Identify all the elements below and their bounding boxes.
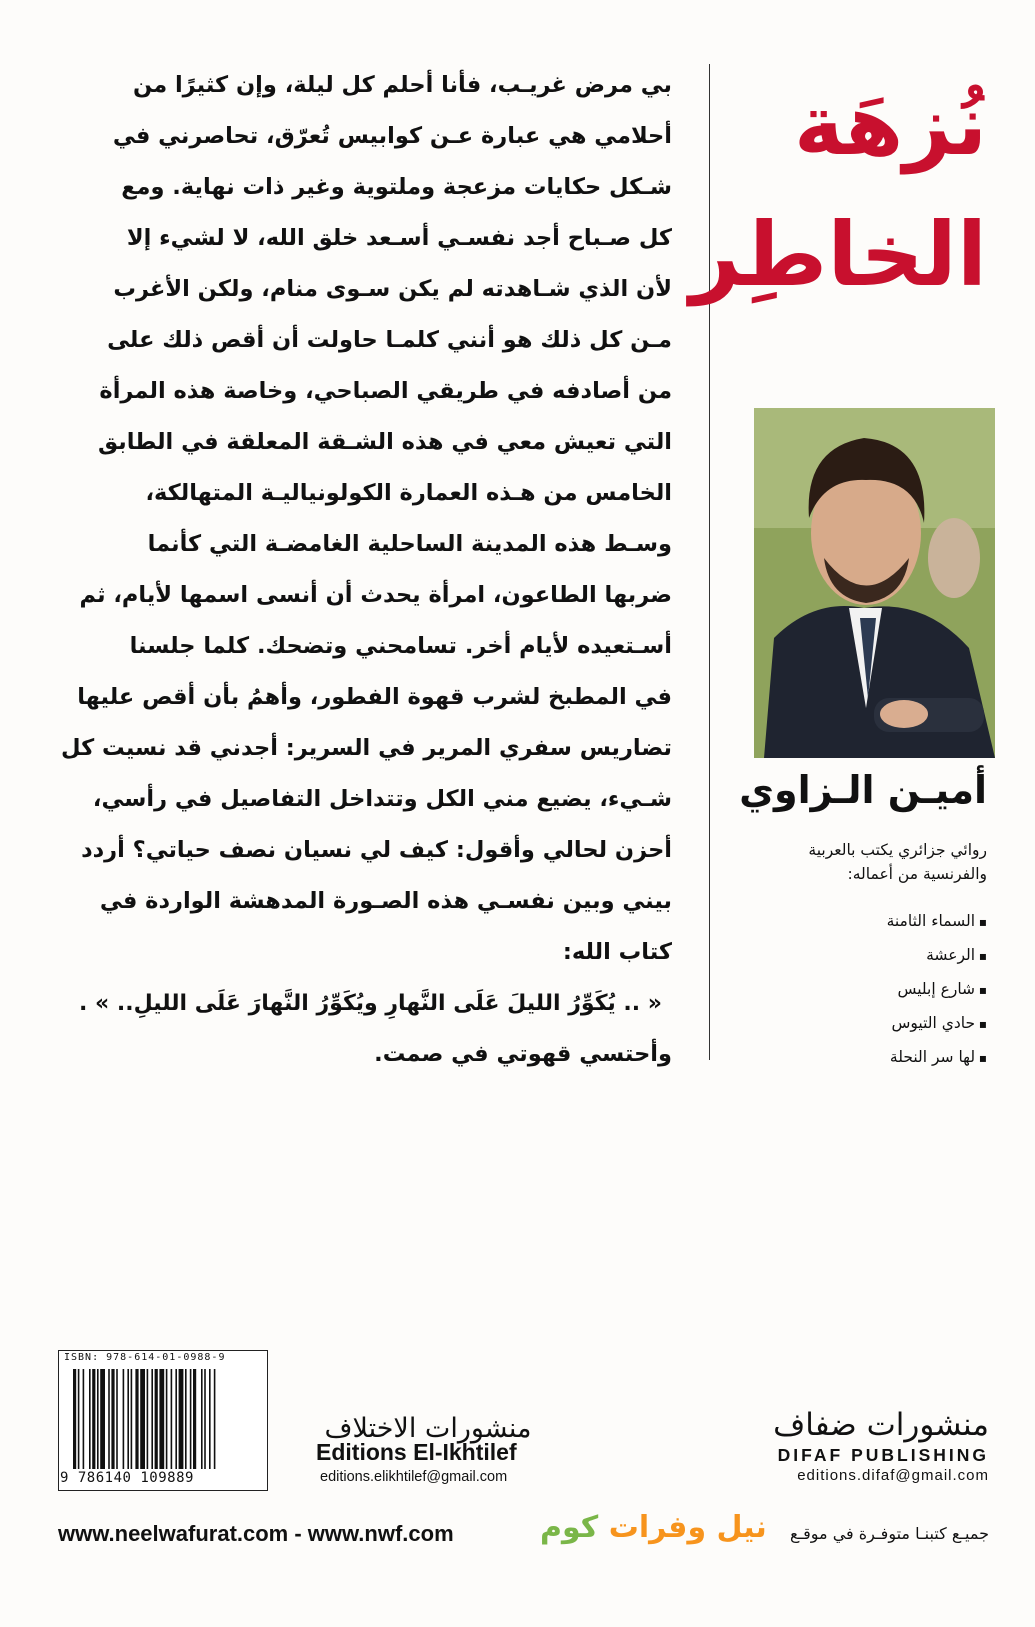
barcode-bar bbox=[201, 1369, 203, 1469]
neelwafurat-logo bbox=[540, 1510, 767, 1545]
excerpt-text bbox=[58, 60, 672, 1080]
author-bio-line: روائي جزائري يكتب بالعربية bbox=[808, 841, 987, 859]
barcode-bar bbox=[159, 1369, 164, 1469]
excerpt-line: في المطبخ لشرب قهوة الفطور، وأهمُ بأن أقص عليها bbox=[77, 684, 672, 710]
works-list-item: ▪ حادي التيوس bbox=[727, 1006, 987, 1040]
barcode-bar bbox=[190, 1369, 192, 1469]
barcode-bar bbox=[135, 1369, 138, 1469]
excerpt-line: وسـط هذه المدينة الساحلية الغامضـة التي كأنما bbox=[147, 531, 672, 557]
author-photo-illustration bbox=[754, 408, 995, 758]
barcode-bar bbox=[123, 1369, 125, 1469]
excerpt-line: كتاب الله: bbox=[562, 939, 672, 965]
difaf-logo-latin: DIFAF PUBLISHING bbox=[777, 1445, 989, 1465]
works-list-item: ▪ الرعشة bbox=[727, 938, 987, 972]
barcode-bar bbox=[193, 1369, 196, 1469]
barcode-bar bbox=[116, 1369, 118, 1469]
excerpt-line: أحلامي هي عبارة عـن كوابيس تُعرّق، تحاصرني في bbox=[112, 123, 672, 149]
excerpt-line: « .. يُكَوِّرُ الليلَ عَلَى النَّهارِ ويُكَوِّرُ النَّهارَ عَلَى الليلِ.. » . bbox=[79, 991, 662, 1016]
barcode-bar bbox=[140, 1369, 145, 1469]
barcode-bar bbox=[92, 1369, 95, 1469]
book-title-line2: الخاطِر bbox=[689, 203, 987, 306]
barcode-bar bbox=[155, 1369, 158, 1469]
excerpt-line: بي مرض غريـب، فأنا أحلم كل ليلة، وإن كثيرًا من bbox=[132, 72, 672, 98]
excerpt-line: وأحتسي قهوتي في صمت. bbox=[374, 1041, 672, 1067]
barcode-bar bbox=[209, 1369, 211, 1469]
isbn-label: ISBN: 978-614-01-0988-9 bbox=[64, 1352, 226, 1363]
author-bio-line: والفرنسية من أعماله: bbox=[847, 865, 987, 883]
barcode-bar bbox=[147, 1369, 149, 1469]
barcode-bar bbox=[97, 1369, 99, 1469]
excerpt-line: مـن كل ذلك هو أنني كلمـا حاولت أن أقص ذلك على bbox=[107, 327, 672, 353]
barcode-bar bbox=[108, 1369, 110, 1469]
ikhtilef-email: editions.elikhtilef@gmail.com bbox=[320, 1469, 508, 1485]
neelwafurat-logo-part1: نيل وفرات bbox=[608, 1510, 767, 1545]
works-list bbox=[727, 904, 987, 1074]
ikhtilef-logo-arabic: منشورات الاختلاف bbox=[324, 1413, 532, 1444]
author-bio bbox=[727, 838, 987, 886]
barcode-bar bbox=[214, 1369, 216, 1469]
barcode-bar bbox=[100, 1369, 105, 1469]
barcode-bar bbox=[127, 1369, 129, 1469]
barcode-bar bbox=[185, 1369, 187, 1469]
works-list-item: ▪ شارع إبليس bbox=[727, 972, 987, 1006]
excerpt-line: أحزن لحالي وأقول: كيف لي نسيان نصف حياتي؟ أردد bbox=[81, 837, 672, 863]
barcode-bar bbox=[131, 1369, 133, 1469]
neelwafurat-logo-part2: كوم bbox=[540, 1510, 599, 1545]
excerpt-line: كل صـباح أجد نفسـي أسـعد خلق الله، لا لشيء إلا bbox=[126, 225, 672, 251]
excerpt-line: شـيء، يضيع مني الكل وتتداخل التفاصيل في رأسي، bbox=[92, 786, 672, 812]
difaf-logo-arabic: منشورات ضفاف bbox=[773, 1407, 989, 1443]
footer-urls[interactable]: www.neelwafurat.com - www.nwf.com bbox=[58, 1521, 454, 1546]
author-photo bbox=[754, 408, 995, 758]
excerpt-line: الخامس من هـذه العمارة الكولونياليـة المتهالكة، bbox=[145, 480, 672, 506]
barcode-bar bbox=[151, 1369, 153, 1469]
excerpt-line: تضاريس سفري المرير في السرير: أجدني قد نسيت كل bbox=[61, 735, 672, 761]
excerpt-line: من أصادفه في طريقي الصباحي، وخاصة هذه المرأة bbox=[99, 378, 672, 404]
author-name: أميـن الـزاوي bbox=[739, 768, 987, 812]
barcode-bar bbox=[73, 1369, 76, 1469]
barcode-bar bbox=[171, 1369, 173, 1469]
barcode-bar bbox=[111, 1369, 114, 1469]
barcode-bar bbox=[166, 1369, 168, 1469]
ikhtilef-logo-latin: Editions El-Ikhtilef bbox=[316, 1439, 517, 1465]
works-list-item: ▪ السماء الثامنة bbox=[727, 904, 987, 938]
barcode-bar bbox=[78, 1369, 80, 1469]
excerpt-line: أسـتعيده لأيام أخر. تسامحني وتضحك. كلما جلسنا bbox=[129, 633, 672, 659]
barcode-bar bbox=[175, 1369, 177, 1469]
excerpt-line: التي تعيش معي في هذه الشـقة المعلقة في الطابق bbox=[98, 429, 672, 455]
book-title-line1: نُزهَة bbox=[794, 76, 987, 174]
barcode-bar bbox=[204, 1369, 206, 1469]
barcode-bar bbox=[83, 1369, 85, 1469]
excerpt-line: شـكل حكايات مزعجة وملتوية وغير ذات نهاية. ومع bbox=[121, 174, 672, 200]
isbn-digits: 9 786140 109889 bbox=[60, 1470, 194, 1486]
barcode-bar bbox=[179, 1369, 184, 1469]
excerpt-line: ضربها الطاعون، امرأة يحدث أن أنسى اسمها لأيام، ثم bbox=[79, 582, 672, 608]
difaf-email: editions.difaf@gmail.com bbox=[797, 1467, 989, 1484]
excerpt-line: لأن الذي شـاهدته لم يكن سـوى منام، ولكن الأغرب bbox=[113, 276, 672, 302]
works-list-item: ▪ لها سر النحلة bbox=[727, 1040, 987, 1074]
barcode-bar bbox=[89, 1369, 91, 1469]
excerpt-line: بيني وبين نفسـي هذه الصـورة المدهشة الواردة في bbox=[99, 888, 672, 914]
footer-availability-note: جميـع كتبنـا متوفـرة في موقـع bbox=[789, 1524, 989, 1543]
